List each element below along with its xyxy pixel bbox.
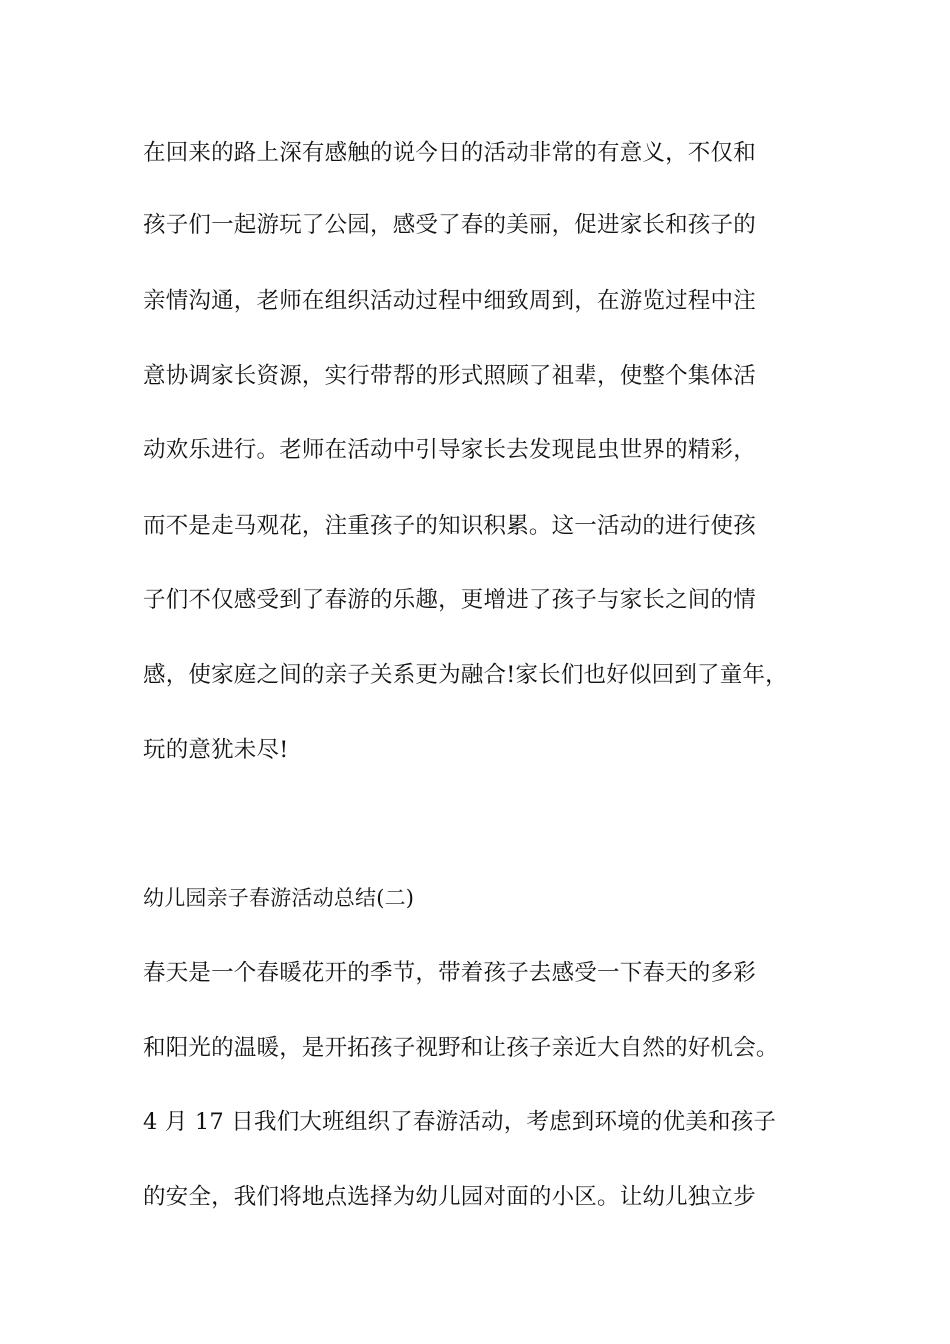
paragraph-line: 的安全，我们将地点选择为幼儿园对面的小区。让幼儿独立步 xyxy=(143,1184,756,1210)
paragraph-line: 亲情沟通，老师在组织活动过程中细致周到，在游览过程中注 xyxy=(143,288,756,314)
paragraph-line: 动欢乐进行。老师在活动中引导家长去发现昆虫世界的精彩， xyxy=(143,437,756,463)
paragraph-line: 在回来的路上深有感触的说今日的活动非常的有意义，不仅和 xyxy=(143,140,756,166)
paragraph-line: 意协调家长资源，实行带帮的形式照顾了祖辈，使整个集体活 xyxy=(143,363,756,389)
paragraph-line: 而不是走马观花，注重孩子的知识积累。这一活动的进行使孩 xyxy=(143,513,756,539)
paragraph-line: 玩的意犹未尽! xyxy=(143,737,289,763)
paragraph-line: 孩子们一起游玩了公园，感受了春的美丽，促进家长和孩子的 xyxy=(143,212,756,238)
section-title: 幼儿园亲子春游活动总结(二) xyxy=(143,886,415,910)
paragraph-line: 子们不仅感受到了春游的乐趣，更增进了孩子与家长之间的情 xyxy=(143,587,756,613)
paragraph-line: 4 月 17 日我们大班组织了春游活动，考虑到环境的优美和孩子 xyxy=(143,1109,777,1135)
paragraph-line: 感，使家庭之间的亲子关系更为融合!家长们也好似回到了童年， xyxy=(143,662,788,688)
paragraph-line: 春天是一个春暖花开的季节，带着孩子去感受一下春天的多彩 xyxy=(143,960,756,986)
paragraph-line: 和阳光的温暖，是开拓孩子视野和让孩子亲近大自然的好机会。 xyxy=(143,1035,779,1061)
